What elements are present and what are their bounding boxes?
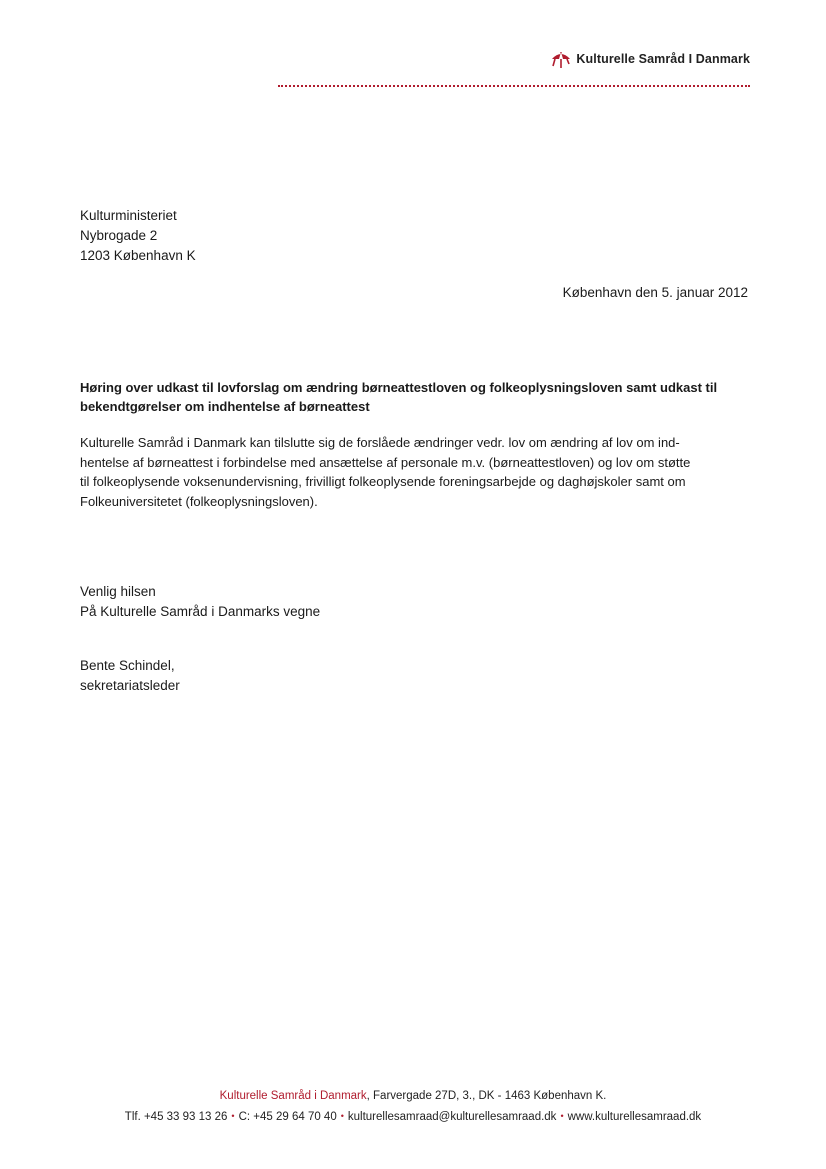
signer-title: sekretariatsleder [80, 678, 180, 693]
subject-line: Høring over udkast til lovforslag om ændring børneattestloven og folkeoplysningsloven samt udkast til [80, 380, 718, 395]
letterhead [550, 48, 750, 70]
letter-footer [60, 1086, 766, 1127]
header-divider [278, 85, 750, 87]
logo-text: Kulturelle Samråd I Danmark [576, 52, 750, 66]
footer-phone: Tlf. +45 33 93 13 26 [124, 1111, 228, 1123]
recipient-address [80, 206, 196, 266]
recipient-line: Nybrogade 2 [80, 228, 158, 243]
body-line: til folkeoplysende voksenundervisning, frivilligt folkeoplysende foreningsarbejde og daghøjskoler samt om [80, 474, 686, 489]
body-line: Kulturelle Samråd i Danmark kan tilslutte sig de forslåede ændringer vedr. lov om ændring af lov om ind- [80, 435, 680, 450]
body-line: Folkeuniversitetet (folkeoplysningsloven). [80, 493, 318, 509]
footer-email[interactable]: kulturellesamraad@kulturellesamraad.dk [347, 1111, 557, 1123]
letter-date: København den 5. januar 2012 [562, 285, 748, 300]
footer-org-name: Kulturelle Samråd i Danmark [219, 1090, 367, 1102]
closing-on-behalf: På Kulturelle Samråd i Danmarks vegne [80, 604, 321, 619]
letter-subject [80, 378, 752, 416]
recipient-line: Kulturministeriet [80, 208, 177, 223]
subject-line: bekendtgørelser om indhentelse af børneattest [80, 399, 370, 414]
recipient-line: 1203 København K [80, 248, 196, 263]
body-line: hentelse af børneattest i forbindelse med ansættelse af personale m.v. (børneattestloven) og lov om støtte [80, 454, 691, 470]
signature-block [80, 656, 180, 696]
letter-closing [80, 582, 320, 622]
footer-address: , Farvergade 27D, 3., DK - 1463 København K. [366, 1090, 607, 1102]
footer-address-line [60, 1086, 766, 1106]
umbrella-logo-icon [550, 48, 572, 70]
signer-name: Bente Schindel, [80, 658, 175, 673]
footer-contact-line [60, 1106, 766, 1127]
footer-mobile: C: +45 29 64 70 40 [238, 1111, 337, 1123]
closing-greeting: Venlig hilsen [80, 584, 156, 599]
bullet-separator: • [231, 1111, 235, 1121]
footer-website[interactable]: www.kulturellesamraad.dk [567, 1111, 702, 1123]
bullet-separator: • [560, 1111, 564, 1121]
bullet-separator: • [340, 1111, 344, 1121]
letter-body [80, 433, 746, 511]
